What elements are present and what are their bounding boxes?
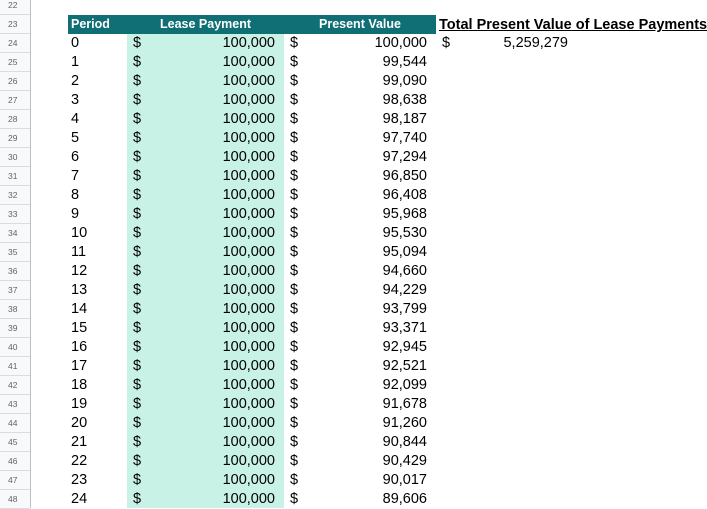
payment-currency[interactable]: $ [133,206,142,222]
period-cell[interactable]: 12 [71,263,88,279]
pv-cell[interactable]: 96,408 [382,187,427,203]
period-cell[interactable]: 6 [71,149,80,165]
header-lease-payment[interactable]: Lease Payment [127,15,284,34]
pv-currency[interactable]: $ [290,415,299,431]
payment-cell[interactable]: 100,000 [222,263,275,279]
pv-cell[interactable]: 95,094 [382,244,427,260]
period-cell[interactable]: 3 [71,92,80,108]
row-number[interactable]: 41 [0,357,30,376]
pv-cell[interactable]: 99,090 [382,73,427,89]
row-number[interactable]: 22 [0,0,30,15]
payment-cell[interactable]: 100,000 [222,149,275,165]
pv-cell[interactable]: 98,187 [382,111,427,127]
payment-cell[interactable]: 100,000 [222,92,275,108]
pv-cell[interactable]: 90,017 [382,472,427,488]
period-cell[interactable]: 4 [71,111,80,127]
period-cell[interactable]: 1 [71,54,80,70]
payment-currency[interactable]: $ [133,54,142,70]
pv-currency[interactable]: $ [290,377,299,393]
payment-currency[interactable]: $ [133,225,142,241]
pv-cell[interactable]: 100,000 [374,35,427,51]
payment-currency[interactable]: $ [133,339,142,355]
row-number[interactable]: 43 [0,395,30,414]
row-number[interactable]: 24 [0,34,30,53]
period-cell[interactable]: 16 [71,339,88,355]
period-cell[interactable]: 2 [71,73,80,89]
pv-currency[interactable]: $ [290,339,299,355]
pv-cell[interactable]: 92,099 [382,377,427,393]
pv-cell[interactable]: 94,229 [382,282,427,298]
period-cell[interactable]: 11 [71,244,87,260]
payment-cell[interactable]: 100,000 [222,396,275,412]
row-number[interactable]: 36 [0,262,30,281]
pv-currency[interactable]: $ [290,92,299,108]
pv-currency[interactable]: $ [290,73,299,89]
payment-cell[interactable]: 100,000 [222,472,275,488]
header-present-value[interactable]: Present Value [284,15,436,34]
pv-currency[interactable]: $ [290,301,299,317]
pv-cell[interactable]: 97,740 [382,130,427,146]
pv-currency[interactable]: $ [290,263,299,279]
payment-currency[interactable]: $ [133,130,142,146]
period-cell[interactable]: 15 [71,320,88,336]
payment-currency[interactable]: $ [133,415,142,431]
row-number[interactable]: 32 [0,186,30,205]
period-cell[interactable]: 9 [71,206,80,222]
payment-currency[interactable]: $ [133,434,142,450]
payment-cell[interactable]: 100,000 [222,339,275,355]
pv-cell[interactable]: 95,530 [382,225,427,241]
payment-currency[interactable]: $ [133,244,142,260]
payment-cell[interactable]: 100,000 [222,244,275,260]
payment-cell[interactable]: 100,000 [222,301,275,317]
pv-currency[interactable]: $ [290,206,299,222]
payment-currency[interactable]: $ [133,73,142,89]
row-number[interactable]: 46 [0,452,30,471]
pv-cell[interactable]: 98,638 [382,92,427,108]
pv-cell[interactable]: 92,521 [382,358,427,374]
payment-cell[interactable]: 100,000 [222,35,275,51]
payment-cell[interactable]: 100,000 [222,453,275,469]
payment-currency[interactable]: $ [133,187,142,203]
pv-cell[interactable]: 89,606 [382,491,427,507]
period-cell[interactable]: 5 [71,130,80,146]
row-number[interactable]: 33 [0,205,30,224]
pv-cell[interactable]: 96,850 [382,168,427,184]
period-cell[interactable]: 18 [71,377,88,393]
period-cell[interactable]: 17 [71,358,88,374]
payment-cell[interactable]: 100,000 [222,225,275,241]
pv-currency[interactable]: $ [290,358,299,374]
payment-cell[interactable]: 100,000 [222,415,275,431]
pv-currency[interactable]: $ [290,244,299,260]
payment-cell[interactable]: 100,000 [222,491,275,507]
pv-cell[interactable]: 99,544 [382,54,427,70]
period-cell[interactable]: 10 [71,225,88,241]
pv-currency[interactable]: $ [290,472,299,488]
total-pv-currency[interactable]: $ [442,35,451,51]
pv-cell[interactable]: 93,371 [382,320,427,336]
payment-cell[interactable]: 100,000 [222,73,275,89]
pv-currency[interactable]: $ [290,434,299,450]
payment-currency[interactable]: $ [133,320,142,336]
payment-cell[interactable]: 100,000 [222,206,275,222]
row-number[interactable]: 26 [0,72,30,91]
row-number[interactable]: 31 [0,167,30,186]
payment-cell[interactable]: 100,000 [222,168,275,184]
payment-cell[interactable]: 100,000 [222,111,275,127]
pv-currency[interactable]: $ [290,320,299,336]
period-cell[interactable]: 20 [71,415,88,431]
row-number[interactable]: 44 [0,414,30,433]
payment-currency[interactable]: $ [133,491,142,507]
payment-currency[interactable]: $ [133,453,142,469]
payment-cell[interactable]: 100,000 [222,130,275,146]
row-number[interactable]: 34 [0,224,30,243]
period-cell[interactable]: 24 [71,491,88,507]
row-number[interactable]: 39 [0,319,30,338]
payment-currency[interactable]: $ [133,377,142,393]
period-cell[interactable]: 7 [71,168,80,184]
period-cell[interactable]: 22 [71,453,88,469]
pv-cell[interactable]: 94,660 [382,263,427,279]
pv-currency[interactable]: $ [290,35,299,51]
payment-cell[interactable]: 100,000 [222,320,275,336]
header-period[interactable]: Period [68,15,127,34]
pv-currency[interactable]: $ [290,225,299,241]
row-number[interactable]: 42 [0,376,30,395]
payment-currency[interactable]: $ [133,472,142,488]
payment-currency[interactable]: $ [133,35,142,51]
period-cell[interactable]: 0 [71,35,80,51]
payment-currency[interactable]: $ [133,301,142,317]
period-cell[interactable]: 14 [71,301,88,317]
row-number[interactable]: 45 [0,433,30,452]
pv-cell[interactable]: 93,799 [382,301,427,317]
pv-cell[interactable]: 91,678 [382,396,427,412]
pv-cell[interactable]: 91,260 [382,415,427,431]
payment-cell[interactable]: 100,000 [222,434,275,450]
row-number[interactable]: 48 [0,490,30,509]
pv-cell[interactable]: 90,429 [382,453,427,469]
payment-currency[interactable]: $ [133,168,142,184]
row-number[interactable]: 23 [0,15,30,34]
pv-currency[interactable]: $ [290,396,299,412]
total-pv-value[interactable]: 5,259,279 [503,35,568,51]
payment-cell[interactable]: 100,000 [222,358,275,374]
payment-currency[interactable]: $ [133,282,142,298]
pv-currency[interactable]: $ [290,453,299,469]
period-cell[interactable]: 19 [71,396,88,412]
payment-cell[interactable]: 100,000 [222,54,275,70]
pv-currency[interactable]: $ [290,130,299,146]
row-number[interactable]: 35 [0,243,30,262]
payment-currency[interactable]: $ [133,396,142,412]
row-number[interactable]: 47 [0,471,30,490]
period-cell[interactable]: 21 [71,434,88,450]
pv-cell[interactable]: 90,844 [382,434,427,450]
payment-currency[interactable]: $ [133,149,142,165]
payment-cell[interactable]: 100,000 [222,377,275,393]
pv-cell[interactable]: 95,968 [382,206,427,222]
row-number[interactable]: 40 [0,338,30,357]
payment-currency[interactable]: $ [133,111,142,127]
pv-currency[interactable]: $ [290,187,299,203]
row-number[interactable]: 29 [0,129,30,148]
pv-currency[interactable]: $ [290,491,299,507]
pv-cell[interactable]: 97,294 [382,149,427,165]
period-cell[interactable]: 23 [71,472,88,488]
payment-currency[interactable]: $ [133,263,142,279]
total-pv-title[interactable]: Total Present Value of Lease Payments [439,17,707,33]
row-number[interactable]: 38 [0,300,30,319]
pv-currency[interactable]: $ [290,282,299,298]
row-number[interactable]: 30 [0,148,30,167]
row-number[interactable]: 28 [0,110,30,129]
row-number[interactable]: 25 [0,53,30,72]
period-cell[interactable]: 13 [71,282,88,298]
payment-cell[interactable]: 100,000 [222,187,275,203]
payment-cell[interactable]: 100,000 [222,282,275,298]
row-number[interactable]: 37 [0,281,30,300]
pv-currency[interactable]: $ [290,168,299,184]
pv-currency[interactable]: $ [290,149,299,165]
payment-currency[interactable]: $ [133,358,142,374]
pv-currency[interactable]: $ [290,54,299,70]
payment-currency[interactable]: $ [133,92,142,108]
pv-currency[interactable]: $ [290,111,299,127]
row-number[interactable]: 27 [0,91,30,110]
pv-cell[interactable]: 92,945 [382,339,427,355]
period-cell[interactable]: 8 [71,187,80,203]
